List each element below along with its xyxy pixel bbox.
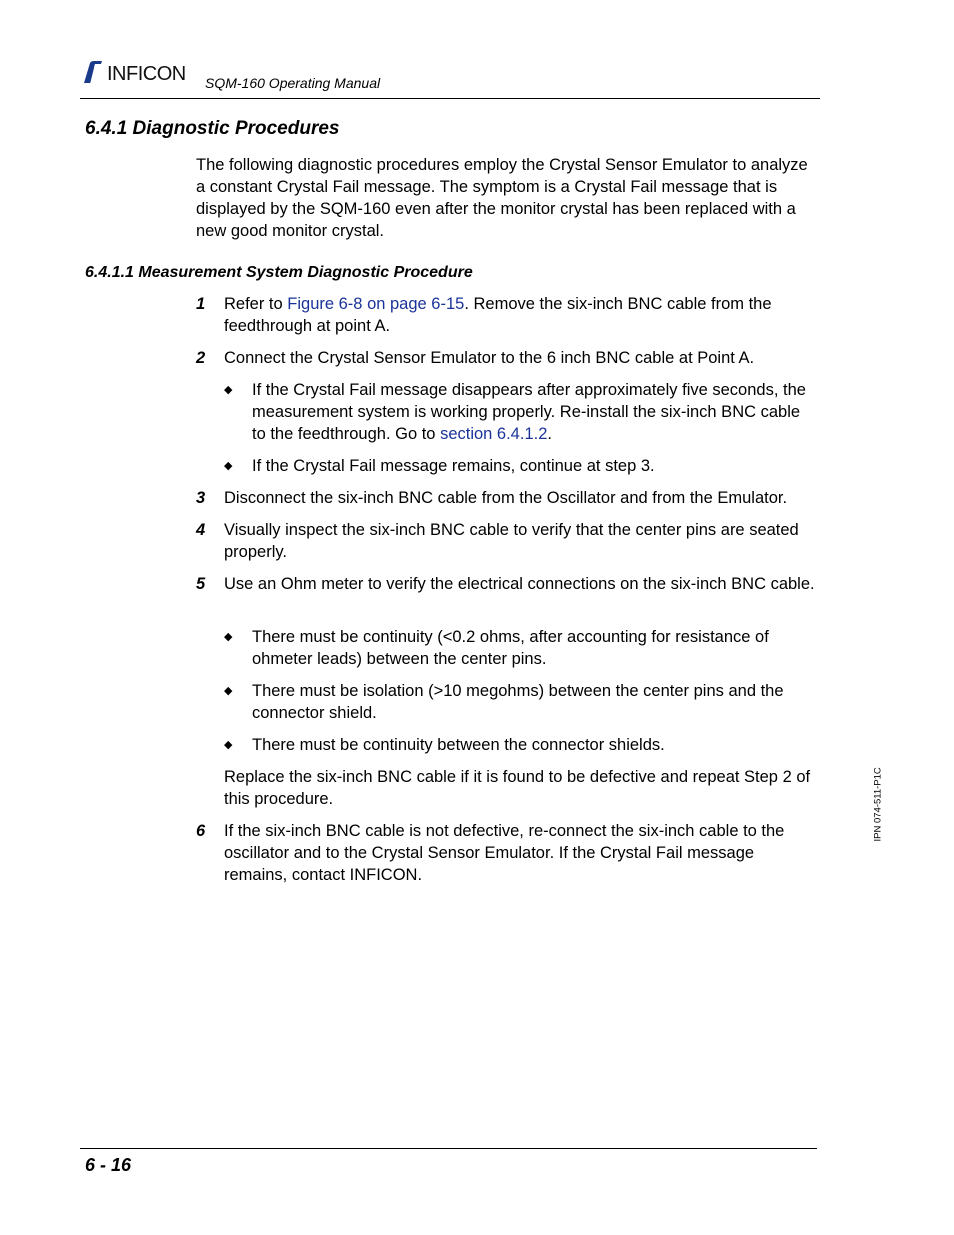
bullet-text: There must be continuity (<0.2 ohms, after accounting for resistance of ohmeter leads) between the center pins. — [252, 628, 769, 668]
step-text: Disconnect the six-inch BNC cable from the Oscillator and from the Emulator. — [224, 489, 788, 507]
section-heading: 6.4.1 Diagnostic Procedures — [85, 118, 340, 139]
diamond-bullet-icon: ◆ — [224, 631, 233, 643]
page-number: 6 - 16 — [85, 1155, 132, 1175]
bullet-item — [224, 379, 814, 445]
step-text — [224, 293, 821, 337]
document-code: IPN 074-511-P1C — [872, 767, 884, 842]
bullet-item — [224, 455, 814, 477]
intro-paragraph: The following diagnostic procedures employ the Crystal Sensor Emulator to analyze a constant Crystal Fail message. The symptom is a Crystal Fail message that is displayed by the SQM-160 even after the monitor crystal has been replaced with a new good monitor crystal. — [196, 156, 808, 240]
step-2 — [196, 347, 821, 369]
bullet-item — [224, 680, 814, 724]
step-text-part: Refer to — [224, 295, 288, 313]
bullet-text-part: If the Crystal Fail message disappears after approximately five seconds, the measurement system is working properly. Re-install the six-inch BNC cable to the feedthrough. Go to — [252, 381, 806, 443]
step-4 — [196, 519, 821, 563]
step-number: 6 — [196, 822, 206, 840]
step-text: Visually inspect the six-inch BNC cable to verify that the center pins are seated properly. — [224, 521, 799, 561]
bullet-text: There must be continuity between the connector shields. — [252, 736, 665, 754]
step-number: 1 — [196, 295, 206, 313]
step-text: Use an Ohm meter to verify the electrical connections on the six-inch BNC cable. — [224, 575, 815, 593]
step-number: 3 — [196, 489, 206, 507]
step-1 — [196, 293, 821, 337]
brand-name: INFICON — [107, 63, 186, 85]
figure-link[interactable]: Figure 6-8 on page 6-15 — [287, 295, 465, 313]
bullet-text: There must be isolation (>10 megohms) between the center pins and the connector shield. — [252, 682, 784, 722]
diamond-bullet-icon: ◆ — [224, 685, 233, 697]
step-number: 2 — [196, 349, 206, 367]
step-text: Connect the Crystal Sensor Emulator to the 6 inch BNC cable at Point A. — [224, 349, 755, 367]
subsection-heading: 6.4.1.1 Measurement System Diagnostic Procedure — [85, 264, 473, 281]
step-text-part: . Remove the six-inch BNC cable from the feedthrough at point A. — [224, 295, 772, 335]
step-number: 4 — [196, 521, 206, 539]
bullet-item — [224, 626, 814, 670]
bullet-text-part: . — [547, 425, 552, 443]
manual-title: SQM-160 Operating Manual — [205, 75, 381, 91]
inficon-logo-icon — [82, 60, 104, 84]
bullet-text — [252, 379, 814, 445]
step-text: If the six-inch BNC cable is not defective, re-connect the six-inch cable to the oscillator and to the Crystal Sensor Emulator. If the Crystal Fail message remains, contact INFICON. — [224, 822, 785, 884]
diamond-bullet-icon: ◆ — [224, 739, 233, 751]
diamond-bullet-icon: ◆ — [224, 460, 233, 472]
bullet-text: If the Crystal Fail message remains, continue at step 3. — [252, 457, 655, 475]
bullet-item — [224, 734, 814, 756]
step-number: 5 — [196, 575, 206, 593]
step-note: Replace the six-inch BNC cable if it is found to be defective and repeat Step 2 of this procedure. — [224, 768, 811, 808]
step-6 — [196, 820, 821, 886]
header-divider — [80, 98, 820, 99]
brand-logo — [82, 58, 186, 84]
diamond-bullet-icon: ◆ — [224, 384, 233, 396]
section-link[interactable]: section 6.4.1.2 — [440, 425, 548, 443]
step-3 — [196, 487, 821, 509]
step-5 — [196, 573, 821, 595]
footer-divider — [80, 1148, 817, 1149]
